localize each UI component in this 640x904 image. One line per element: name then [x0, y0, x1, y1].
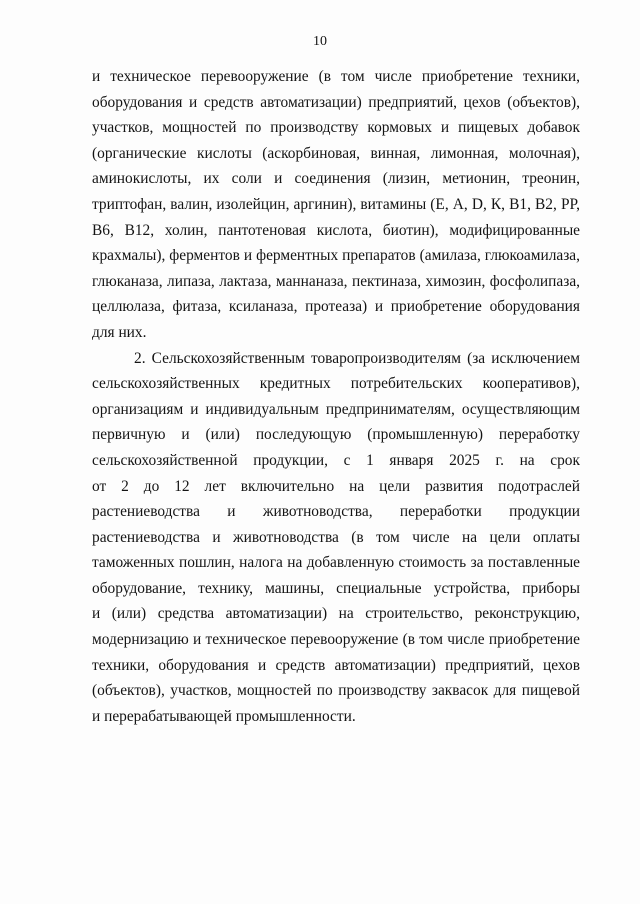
text-line: растениеводства и животноводства (в том числе на цели оплаты	[92, 528, 580, 546]
text-line: крахмалы), ферментов и ферментных препаратов (амилаза, глюкоамилаза,	[92, 247, 580, 265]
text-line: от 2 до 12 лет включительно на цели развития подотраслей	[92, 477, 580, 495]
text-line: В6, В12, холин, пантотеновая кислота, биотин), модифицированные	[92, 221, 580, 239]
text-line: техники, оборудования и средств автоматизации) предприятий, цехов	[92, 656, 580, 674]
text-line: и техническое перевооружение (в том числе приобретение техники,	[92, 68, 580, 85]
text-line: для них.	[92, 323, 147, 341]
text-line: таможенных пошлин, налога на добавленную стоимость за поставленные	[92, 554, 580, 572]
text-line: первичную и (или) последующую (промышленную) переработку	[92, 426, 580, 444]
text-line: оборудование, технику, машины, специальные устройства, приборы	[92, 579, 580, 597]
text-line: (объектов), участков, мощностей по производству заквасок для пищевой	[92, 682, 580, 700]
text-line: модернизацию и техническое перевооружение (в том числе приобретение	[92, 631, 580, 649]
text-line: оборудования и средств автоматизации) предприятий, цехов (объектов),	[92, 93, 580, 111]
text-line: участков, мощностей по производству кормовых и пищевых добавок	[92, 119, 580, 137]
text-line: глюканаза, липаза, лактаза, маннаназа, пектиназа, химозин, фосфолипаза,	[92, 272, 580, 290]
page-number: 10	[313, 34, 327, 49]
text-line: и (или) средства автоматизации) на строительство, реконструкцию,	[92, 605, 580, 623]
text-line: сельскохозяйственной продукции, с 1 января 2025 г. на срок	[92, 451, 580, 469]
document-body	[92, 64, 580, 729]
text-line: аминокислоты, их соли и соединения (лизин, метионин, треонин,	[92, 170, 580, 188]
text-line: сельскохозяйственных кредитных потребительских кооперативов),	[92, 375, 580, 393]
text-line: (органические кислоты (аскорбиновая, винная, лимонная, молочная),	[92, 144, 580, 162]
text-line: организациям и индивидуальным предпринимателям, осуществляющим	[92, 400, 580, 418]
text-line: 2. Сельскохозяйственным товаропроизводителям (за исключением	[134, 349, 580, 367]
text-line: и перерабатывающей промышленности.	[92, 707, 356, 725]
text-line: целлюлаза, фитаза, ксиланаза, протеаза) и приобретение оборудования	[92, 298, 580, 316]
text-line: растениеводства и животноводства, переработки продукции	[92, 503, 580, 521]
text-line: триптофан, валин, изолейцин, аргинин), витамины (Е, А, D, К, В1, В2, РР,	[92, 195, 580, 213]
